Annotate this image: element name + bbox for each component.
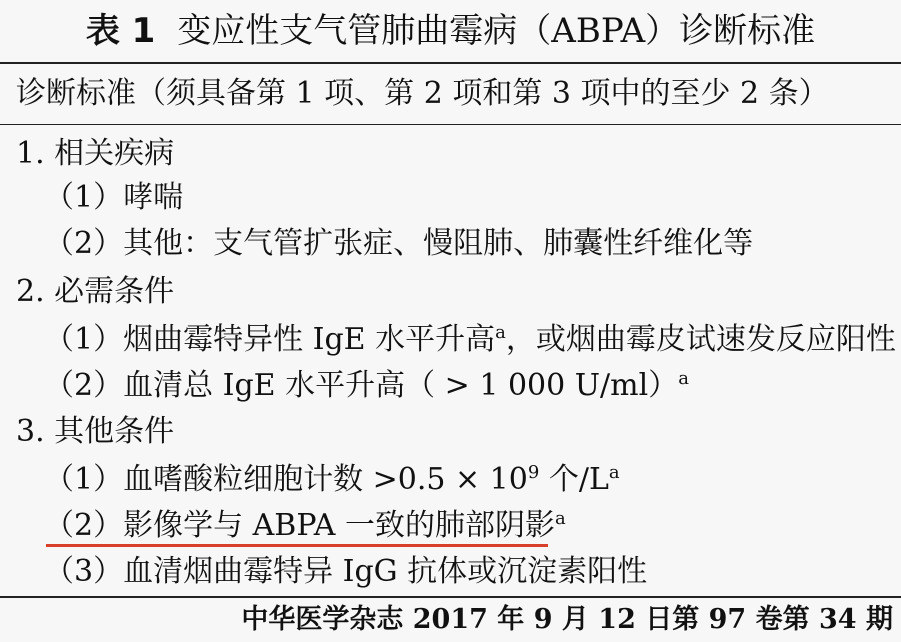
footnote-mark: a	[608, 462, 620, 483]
footnote-mark: a	[678, 368, 689, 389]
section-2-item-2	[44, 364, 689, 408]
table-label: 表 1	[85, 11, 156, 51]
item-text: （1）烟曲霉特异性 IgE 水平升高	[44, 322, 496, 357]
footnote-mark: a	[554, 508, 566, 529]
top-rule	[0, 62, 901, 64]
criteria-header: 诊断标准（须具备第 1 项、第 2 项和第 3 项中的至少 2 条）	[16, 76, 829, 111]
section-3-item-3: （3）血清烟曲霉特异 IgG 抗体或沉淀素阳性	[44, 554, 648, 589]
bottom-rule	[0, 596, 901, 598]
section-3-item-2	[44, 504, 566, 548]
item-tail: ，或烟曲霉皮试速发反应阳性	[505, 322, 896, 357]
highlight-underline	[46, 544, 548, 547]
section-1-heading: 1. 相关疾病	[16, 136, 175, 171]
item-text: （2）影像学与 ABPA 一致的肺部阴影	[44, 508, 555, 543]
exponent: 9	[527, 462, 540, 483]
table-title	[0, 8, 901, 54]
section-3-heading: 3. 其他条件	[16, 414, 175, 449]
item-text: （1）血嗜酸粒细胞计数 >0.5 × 10	[44, 462, 528, 497]
section-2-item-1	[44, 318, 896, 362]
header-rule	[0, 124, 901, 125]
section-3-item-1	[44, 458, 620, 502]
journal-citation: 中华医学杂志 2017 年 9 月 12 日第 97 卷第 34 期	[241, 604, 893, 635]
section-2-heading: 2. 必需条件	[16, 274, 175, 309]
table-title-text: 变应性支气管肺曲霉病（ABPA）诊断标准	[177, 11, 816, 51]
section-1-item-2: （2）其他：支气管扩张症、慢阻肺、肺囊性纤维化等	[44, 226, 754, 261]
item-text: （2）血清总 IgE 水平升高（ > 1 000 U/ml）	[44, 368, 679, 403]
section-1-item-1: （1）哮喘	[44, 180, 184, 215]
item-tail: 个/L	[539, 462, 609, 497]
footnote-mark: a	[495, 322, 506, 343]
